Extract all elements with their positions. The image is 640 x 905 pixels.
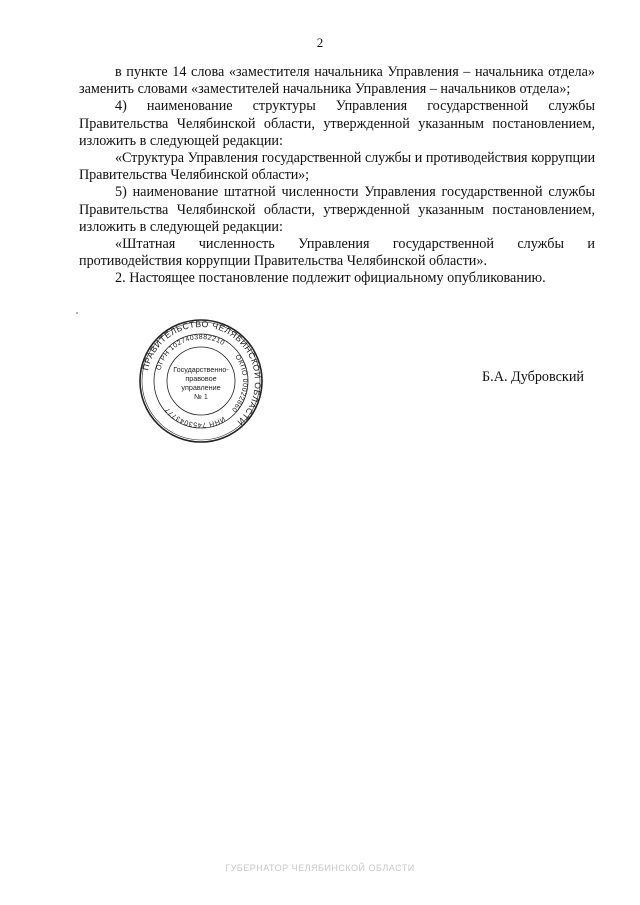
seal-okpo-text: ОКПО 00022860 xyxy=(229,353,249,414)
paragraph-publication: 2. Настоящее постановление подлежит официальному опубликованию. xyxy=(115,270,546,287)
seal-inner-line-1: Государственно- xyxy=(173,365,229,374)
document-body xyxy=(79,64,595,288)
scan-dot xyxy=(76,312,78,314)
paragraph-structure-name: 4) наименование структуры Управления государственной службы Правительства Челябинской области, утвержденной указанным постановлением, изложить в следующей редакции: xyxy=(79,98,595,149)
seal-outer-text: ПРАВИТЕЛЬСТВО ЧЕЛЯБИНСКОЙ ОБЛАСТИ xyxy=(140,318,264,428)
paragraph-item-14: в пункте 14 слова «заместителя начальника Управления – начальника отдела» заменить словами «заместителей начальника Управления – начальников отдела»; xyxy=(79,64,595,98)
svg-text:ИНН 7453043777 xyxy=(164,406,226,428)
page-number: 2 xyxy=(316,35,324,50)
signatory-name: Б.А. Дубровский xyxy=(482,369,585,385)
paragraph-structure-quote: «Структура Управления государственной службы и противодействия коррупции Правительства Челябинской области»; xyxy=(79,150,595,184)
seal-inner-line-2: правовое xyxy=(185,374,217,383)
seal-inner-line-3: управление xyxy=(181,383,221,392)
seal-ogrn-text: ОГРН 1027403882210 xyxy=(155,333,226,372)
paragraph-staff-quote: «Штатная численность Управления государственной службы и противодействия коррупции Правительства Челябинской области». xyxy=(79,236,595,270)
seal-inn-text: ИНН 7453043777 xyxy=(164,405,226,429)
seal-inner-line-4: № 1 xyxy=(194,392,208,401)
official-seal-stamp xyxy=(138,318,264,444)
footer-watermark: ГУБЕРНАТОР ЧЕЛЯБИНСКОЙ ОБЛАСТИ xyxy=(225,863,415,873)
paragraph-staff-name: 5) наименование штатной численности Управления государственной службы Правительства Челябинской области, утвержденной указанным постановлением, изложить в следующей редакции: xyxy=(79,184,595,235)
svg-text:ОКПО 00022860 xyxy=(230,354,248,414)
